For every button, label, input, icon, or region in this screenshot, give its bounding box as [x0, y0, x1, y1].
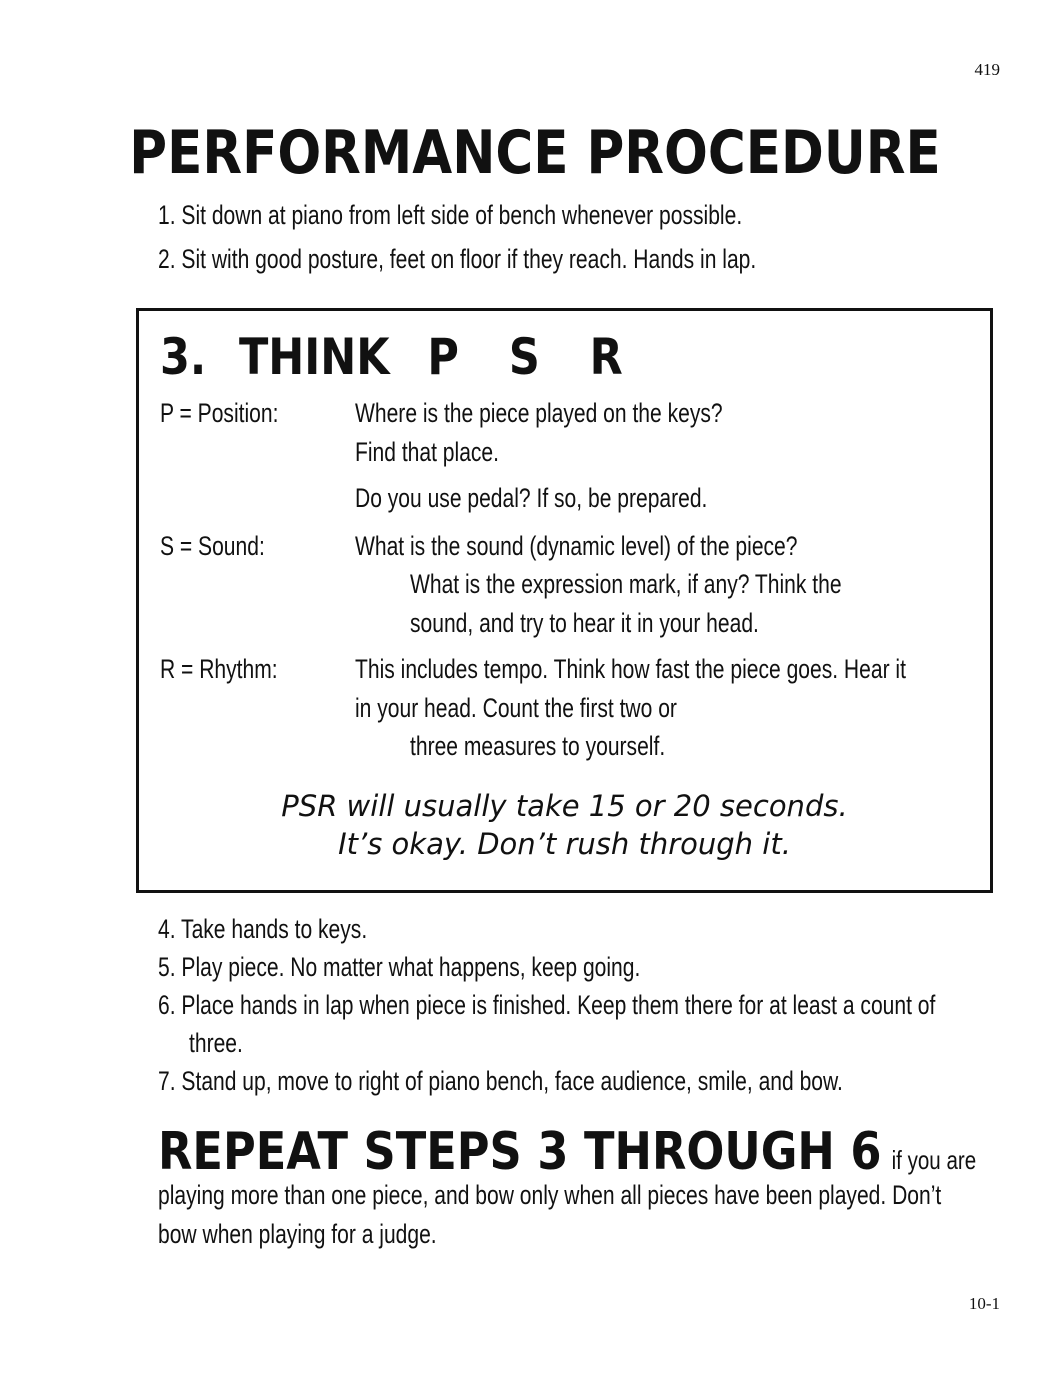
- rhythm-line: This includes tempo. Think how fast the piece goes. Hear it: [355, 654, 906, 684]
- footer-number: 10-1: [968, 1294, 1000, 1313]
- list-item: 6. Place hands in lap when piece is finished. Keep them there for at least a count of: [158, 990, 936, 1020]
- repeat-heading: REPEAT STEPS 3 THROUGH 6: [158, 1122, 882, 1182]
- list-item: 1. Sit down at piano from left side of bench whenever possible.: [158, 200, 743, 230]
- repeat-inline-text: if you are: [891, 1145, 977, 1175]
- psr-note-line-2: It’s okay. Don’t rush through it.: [338, 827, 791, 861]
- position-line: Find that place.: [355, 437, 500, 467]
- page-title: PERFORMANCE PROCEDURE: [129, 118, 941, 188]
- list-item: 7. Stand up, move to right of piano bench, face audience, smile, and bow.: [158, 1066, 843, 1096]
- position-label: P = Position:: [160, 398, 279, 428]
- rhythm-line: in your head. Count the first two or: [355, 693, 677, 723]
- repeat-heading-line: [158, 1122, 984, 1182]
- heading-word: THINK: [238, 328, 390, 386]
- list-item-continuation: three.: [189, 1028, 243, 1058]
- heading-number: 3.: [160, 328, 207, 386]
- rhythm-label: R = Rhythm:: [160, 654, 278, 684]
- sound-label: S = Sound:: [160, 531, 265, 561]
- psr-heading: [160, 328, 623, 386]
- page-number: 419: [974, 60, 1000, 79]
- rhythm-line: three measures to yourself.: [410, 731, 666, 761]
- list-item: 4. Take hands to keys.: [158, 914, 368, 944]
- list-item: 5. Play piece. No matter what happens, keep going.: [158, 952, 641, 982]
- repeat-line: playing more than one piece, and bow only when all pieces have been played. Don’t: [158, 1180, 942, 1210]
- sound-line: What is the sound (dynamic level) of the piece?: [355, 531, 798, 561]
- position-line: Do you use pedal? If so, be prepared.: [355, 483, 708, 513]
- heading-letter-r: R: [589, 328, 623, 386]
- heading-letter-s: S: [508, 328, 540, 386]
- sound-line: sound, and try to hear it in your head.: [410, 608, 759, 638]
- position-line: Where is the piece played on the keys?: [355, 398, 723, 428]
- repeat-line: bow when playing for a judge.: [158, 1219, 437, 1249]
- list-item: 2. Sit with good posture, feet on floor if they reach. Hands in lap.: [158, 244, 757, 274]
- sound-line: What is the expression mark, if any? Think the: [410, 569, 842, 599]
- heading-letter-p: P: [427, 328, 459, 386]
- psr-note-line-1: PSR will usually take 15 or 20 seconds.: [281, 789, 848, 823]
